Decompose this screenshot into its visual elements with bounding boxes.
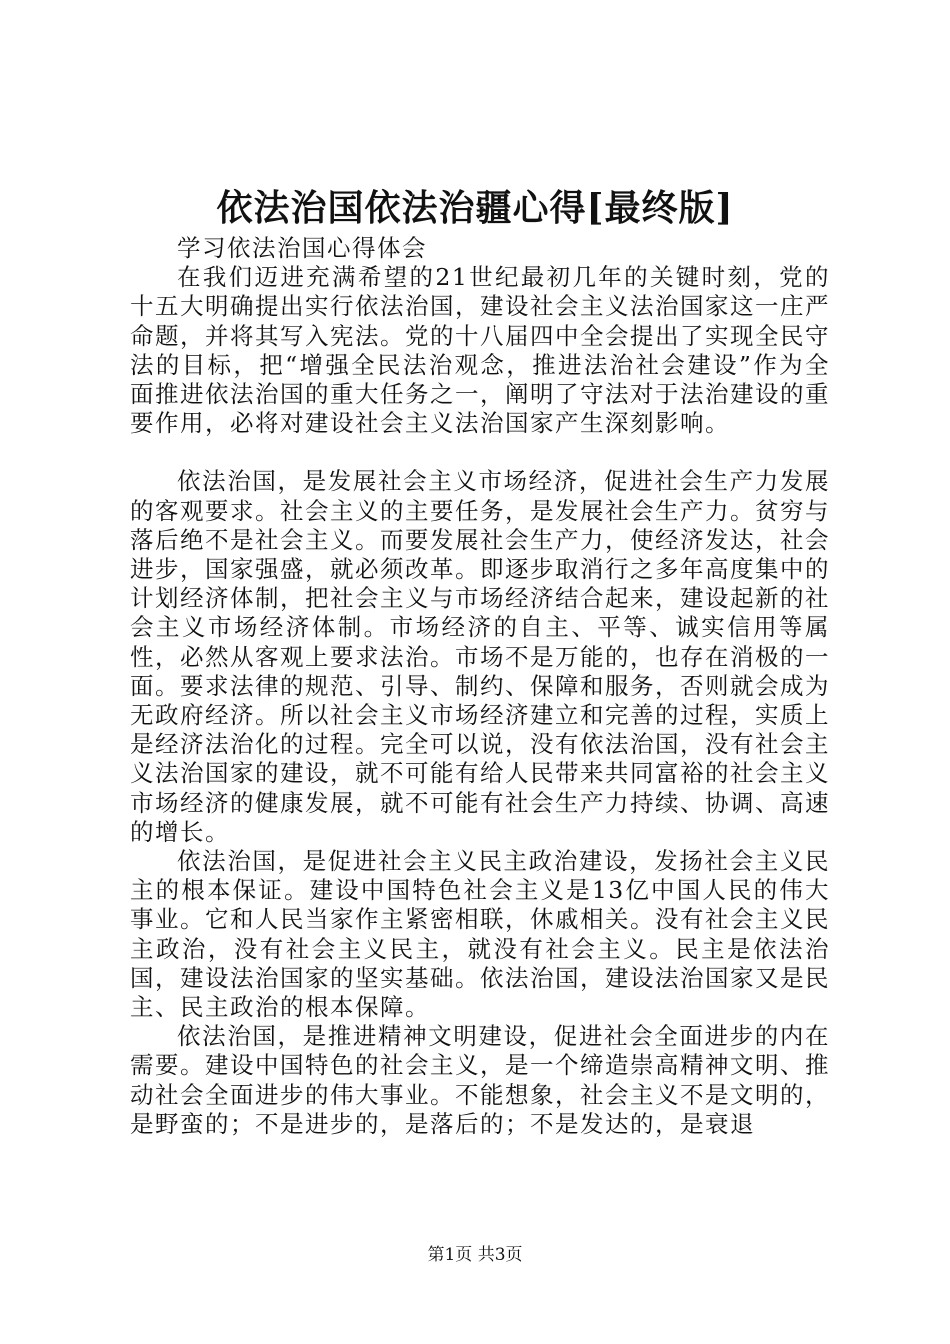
paragraph-civilization: 依法治国，是推进精神文明建设，促进社会全面进步的内在需要。建设中国特色的社会主义，是一个缔造崇高精神文明、推动社会全面进步的伟大事业。不能想象，社会主义不是文明的，是野蛮的；不是进步的，是落后的；不是发达的，是衰退 — [130, 1022, 830, 1138]
paragraph-subtitle: 学习依法治国心得体会 — [177, 234, 427, 262]
paragraph-democracy: 依法治国，是促进社会主义民主政治建设，发扬社会主义民主的根本保证。建设中国特色社会主义是13亿中国人民的伟大事业。它和人民当家作主紧密相联，休戚相关。没有社会主义民主政治，没有社会主义民主，就没有社会主义。民主是依法治国，建设法治国家的坚实基础。依法治国，建设法治国家又是民主、民主政治的根本保障。 — [130, 847, 830, 1022]
document-body — [130, 234, 830, 1139]
paragraph-market-economy: 依法治国，是发展社会主义市场经济，促进社会生产力发展的客观要求。社会主义的主要任务，是发展社会生产力。贫穷与落后绝不是社会主义。而要发展社会生产力，使经济发达，社会进步，国家强盛，就必须改革。即逐步取消行之多年高度集中的计划经济体制，把社会主义与市场经济结合起来，建设起新的社会主义市场经济体制。市场经济的自主、平等、诚实信用等属性，必然从客观上要求法治。市场不是万能的，也存在消极的一面。要求法律的规范、引导、制约、保障和服务，否则就会成为无政府经济。所以社会主义市场经济建立和完善的过程，实质上是经济法治化的过程。完全可以说，没有依法治国，没有社会主义法治国家的建设，就不可能有给人民带来共同富裕的社会主义市场经济的健康发展，就不可能有社会生产力持续、协调、高速的增长。 — [130, 467, 830, 846]
document-title: 依法治国依法治疆心得[最终版] — [216, 187, 734, 229]
paragraph-intro: 在我们迈进充满希望的21世纪最初几年的关键时刻，党的十五大明确提出实行依法治国，建设社会主义法治国家这一庄严命题，并将其写入宪法。党的十八届四中全会提出了实现全民守法的目标，把“增强全民法治观念，推进法治社会建设”作为全面推进依法治国的重大任务之一，阐明了守法对于法治建设的重要作用，必将对建设社会主义法治国家产生深刻影响。 — [130, 263, 830, 438]
page-number-footer: 第1页 共3页 — [427, 1245, 523, 1265]
